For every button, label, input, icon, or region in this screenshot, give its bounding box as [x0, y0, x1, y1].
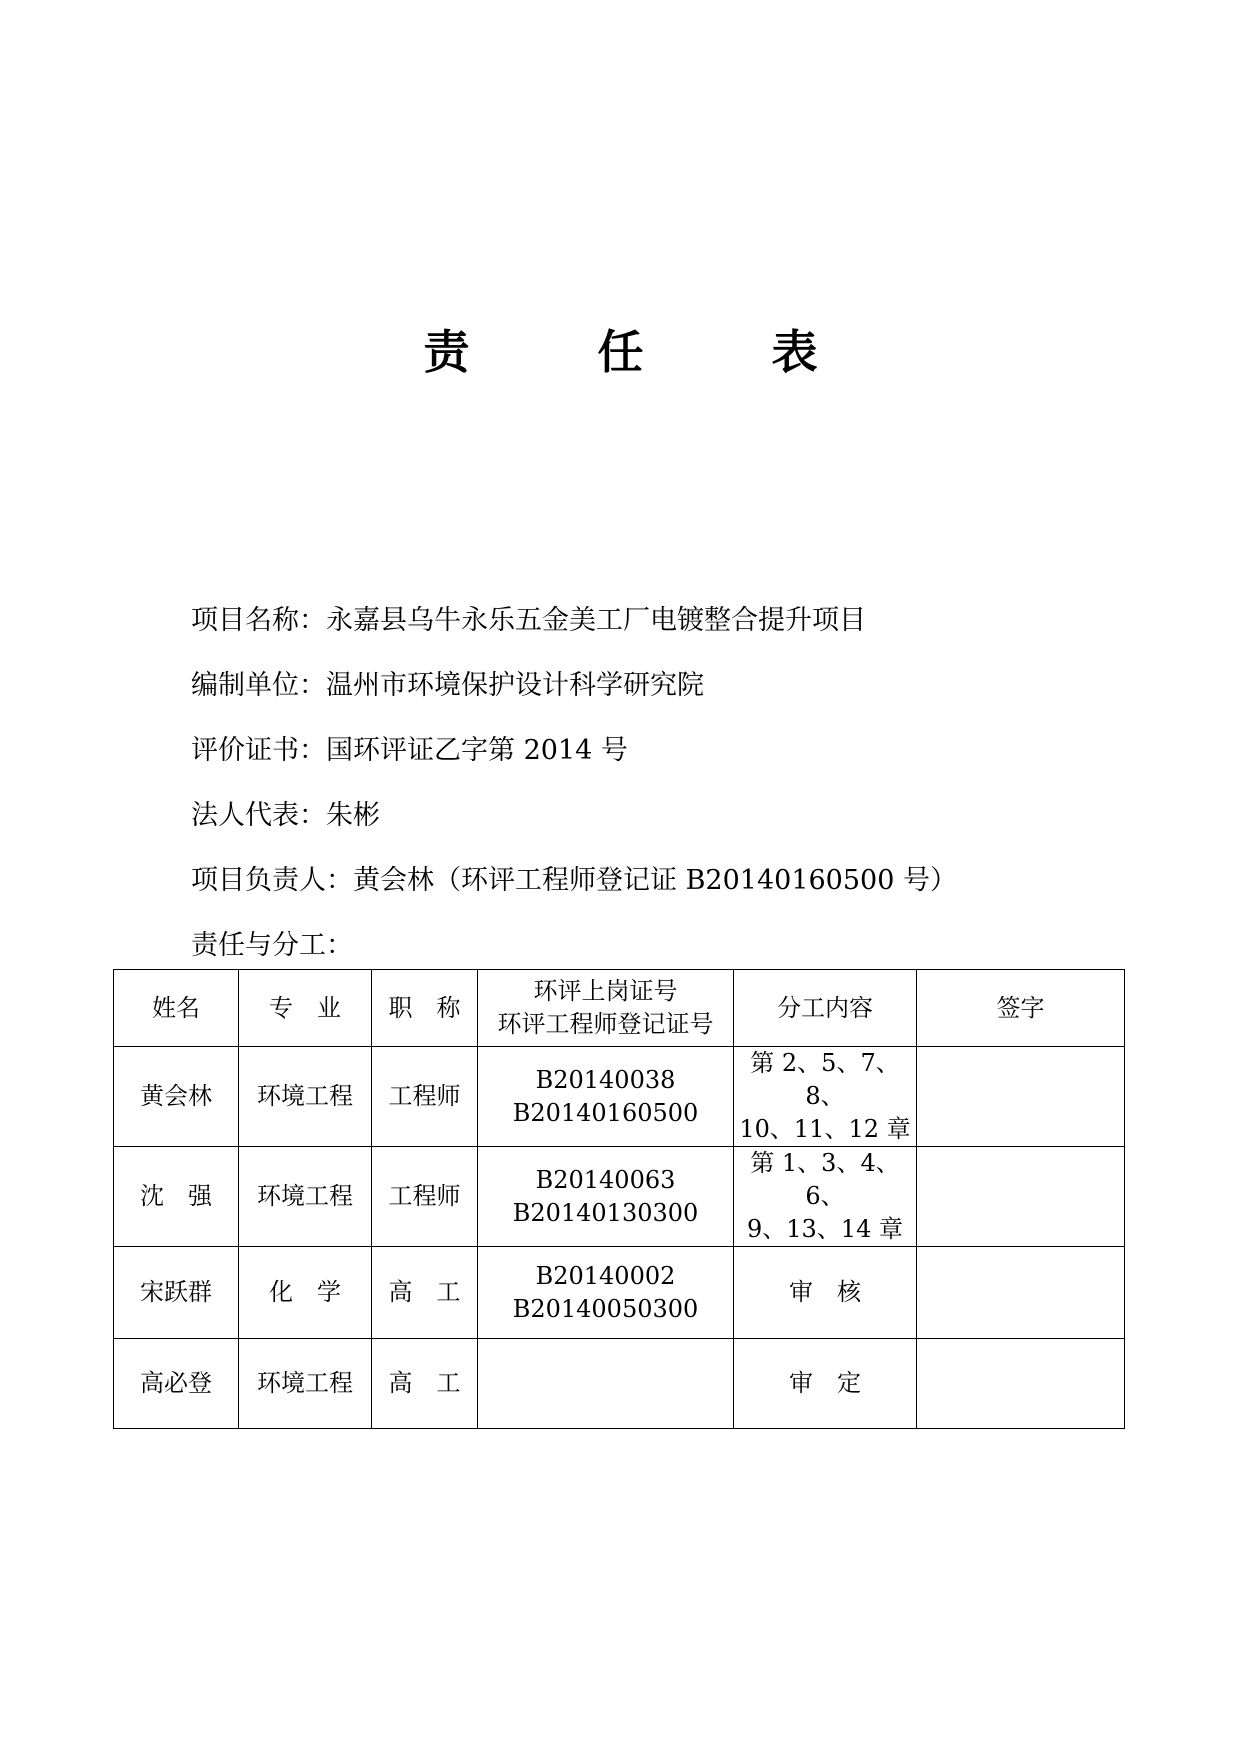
cell-name: 高必登	[114, 1339, 239, 1429]
cell-major: 化 学	[239, 1247, 372, 1339]
cell-name: 宋跃群	[114, 1247, 239, 1339]
responsibility-table	[113, 969, 1125, 1429]
cell-title: 高 工	[372, 1339, 478, 1429]
document-title	[0, 322, 1241, 382]
project-name-line: 项目名称：永嘉县乌牛永乐五金美工厂电镀整合提升项目	[191, 605, 866, 636]
cell-name: 黄会林	[114, 1047, 239, 1147]
header-signature: 签字	[917, 970, 1125, 1047]
cell-title: 高 工	[372, 1247, 478, 1339]
header-cert-line2: 环评工程师登记证号	[497, 1010, 714, 1038]
table-row	[114, 1147, 1125, 1247]
cell-duty	[734, 1047, 917, 1147]
header-name: 姓名	[114, 970, 239, 1047]
cell-major: 环境工程	[239, 1047, 372, 1147]
title-char-1: 责	[423, 325, 470, 379]
header-major: 专 业	[239, 970, 372, 1047]
division-heading: 责任与分工：	[191, 930, 353, 961]
project-lead-line: 项目负责人：黄会林（环评工程师登记证 B20140160500 号）	[191, 865, 957, 896]
cell-name: 沈 强	[114, 1147, 239, 1247]
header-cert	[478, 970, 734, 1047]
cell-duty: 审 核	[734, 1247, 917, 1339]
cell-duty-line2: 9、13、14 章	[747, 1215, 903, 1243]
table-row	[114, 1047, 1125, 1147]
project-info	[191, 588, 957, 978]
table-row	[114, 1339, 1125, 1429]
cell-title: 工程师	[372, 1047, 478, 1147]
cell-cert-line2: B20140130300	[512, 1198, 699, 1227]
cell-cert-line1: B20140002	[535, 1261, 676, 1290]
cell-cert-line1: B20140038	[535, 1065, 676, 1094]
cell-duty-line1: 第 2、5、7、8、	[750, 1049, 900, 1110]
cell-cert	[478, 1147, 734, 1247]
cell-cert-line2: B20140050300	[512, 1294, 699, 1323]
cell-signature	[917, 1147, 1125, 1247]
header-title: 职 称	[372, 970, 478, 1047]
cell-signature	[917, 1047, 1125, 1147]
cell-title: 工程师	[372, 1147, 478, 1247]
title-char-3: 表	[771, 325, 818, 379]
cell-duty-line1: 第 1、3、4、6、	[750, 1149, 900, 1210]
table-header-row	[114, 970, 1125, 1047]
table-row	[114, 1247, 1125, 1339]
cell-duty-line2: 10、11、12 章	[739, 1115, 911, 1143]
legal-rep-line: 法人代表：朱彬	[191, 800, 380, 831]
cell-major: 环境工程	[239, 1147, 372, 1247]
header-duty: 分工内容	[734, 970, 917, 1047]
cell-signature	[917, 1247, 1125, 1339]
cell-major: 环境工程	[239, 1339, 372, 1429]
cell-cert-line1: B20140063	[535, 1165, 676, 1194]
cell-duty	[734, 1147, 917, 1247]
header-cert-line1: 环评上岗证号	[533, 977, 678, 1005]
cell-duty: 审 定	[734, 1339, 917, 1429]
compiler-line: 编制单位：温州市环境保护设计科学研究院	[191, 670, 704, 701]
certificate-line: 评价证书：国环评证乙字第 2014 号	[191, 735, 628, 766]
cell-cert	[478, 1047, 734, 1147]
title-char-2: 任	[597, 325, 644, 379]
cell-signature	[917, 1339, 1125, 1429]
cell-cert	[478, 1339, 734, 1429]
cell-cert	[478, 1247, 734, 1339]
cell-cert-line2: B20140160500	[512, 1098, 699, 1127]
